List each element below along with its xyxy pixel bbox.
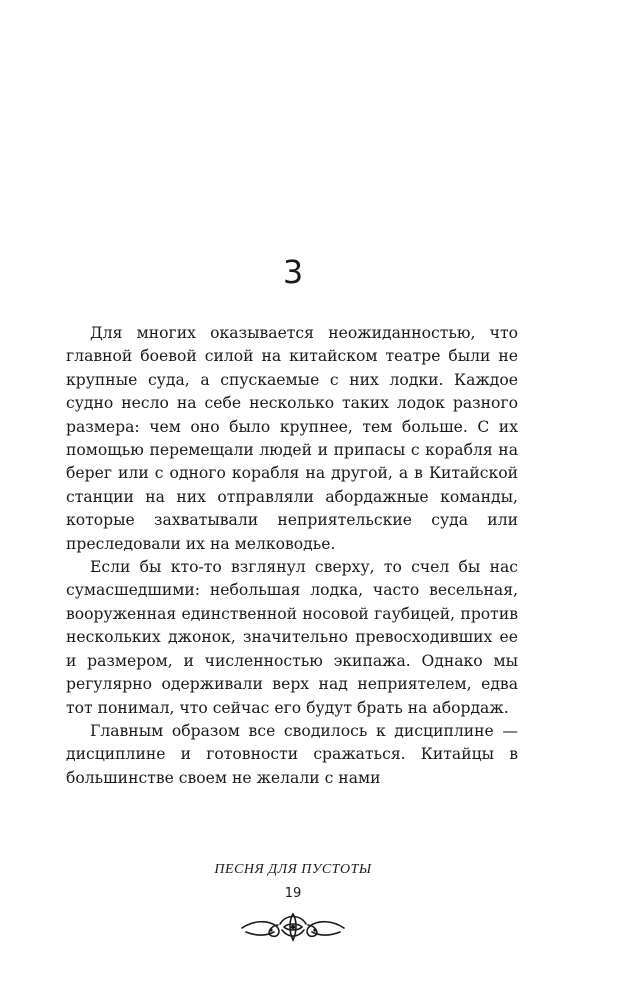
paragraph: Если бы кто-то взглянул сверху, то счел бы нас сумасшедшими: небольшая лодка, часто весельная, вооруженная единственной носовой гаубицей, против нескольких джонок, значительно превосходивших ее и размером, и численностью экипажа. Однако мы регулярно одерживали верх над неприятелем, едва тот понимал, что сейчас его будут брать на абордаж.: [66, 558, 518, 717]
flourish-ornament-icon: [240, 908, 346, 944]
paragraph: Для многих оказывается неожиданностью, что главной боевой силой на китайском театре были не крупные суда, а спускаемые с них лодки. Каждое судно несло на себе несколько таких лодок разного размера: чем оно было крупнее, тем больше. С их помощью перемещали людей и припасы с корабля на берег или с одного корабля на другой, а в Китайской станции на них отправляли абордажные команды, которые захватывали неприятельские суда или преследовали их на мелководье.: [66, 324, 518, 553]
chapter-body: [66, 322, 518, 790]
page-number: 19: [284, 886, 302, 901]
running-title: ПЕСНЯ ДЛЯ ПУСТОТЫ: [214, 862, 372, 877]
chapter-number: 3: [282, 253, 304, 291]
paragraph: Главным образом все сводилось к дисциплине — дисциплине и готовности сражаться. Китайцы в большинстве своем не желали с нами: [66, 721, 518, 787]
